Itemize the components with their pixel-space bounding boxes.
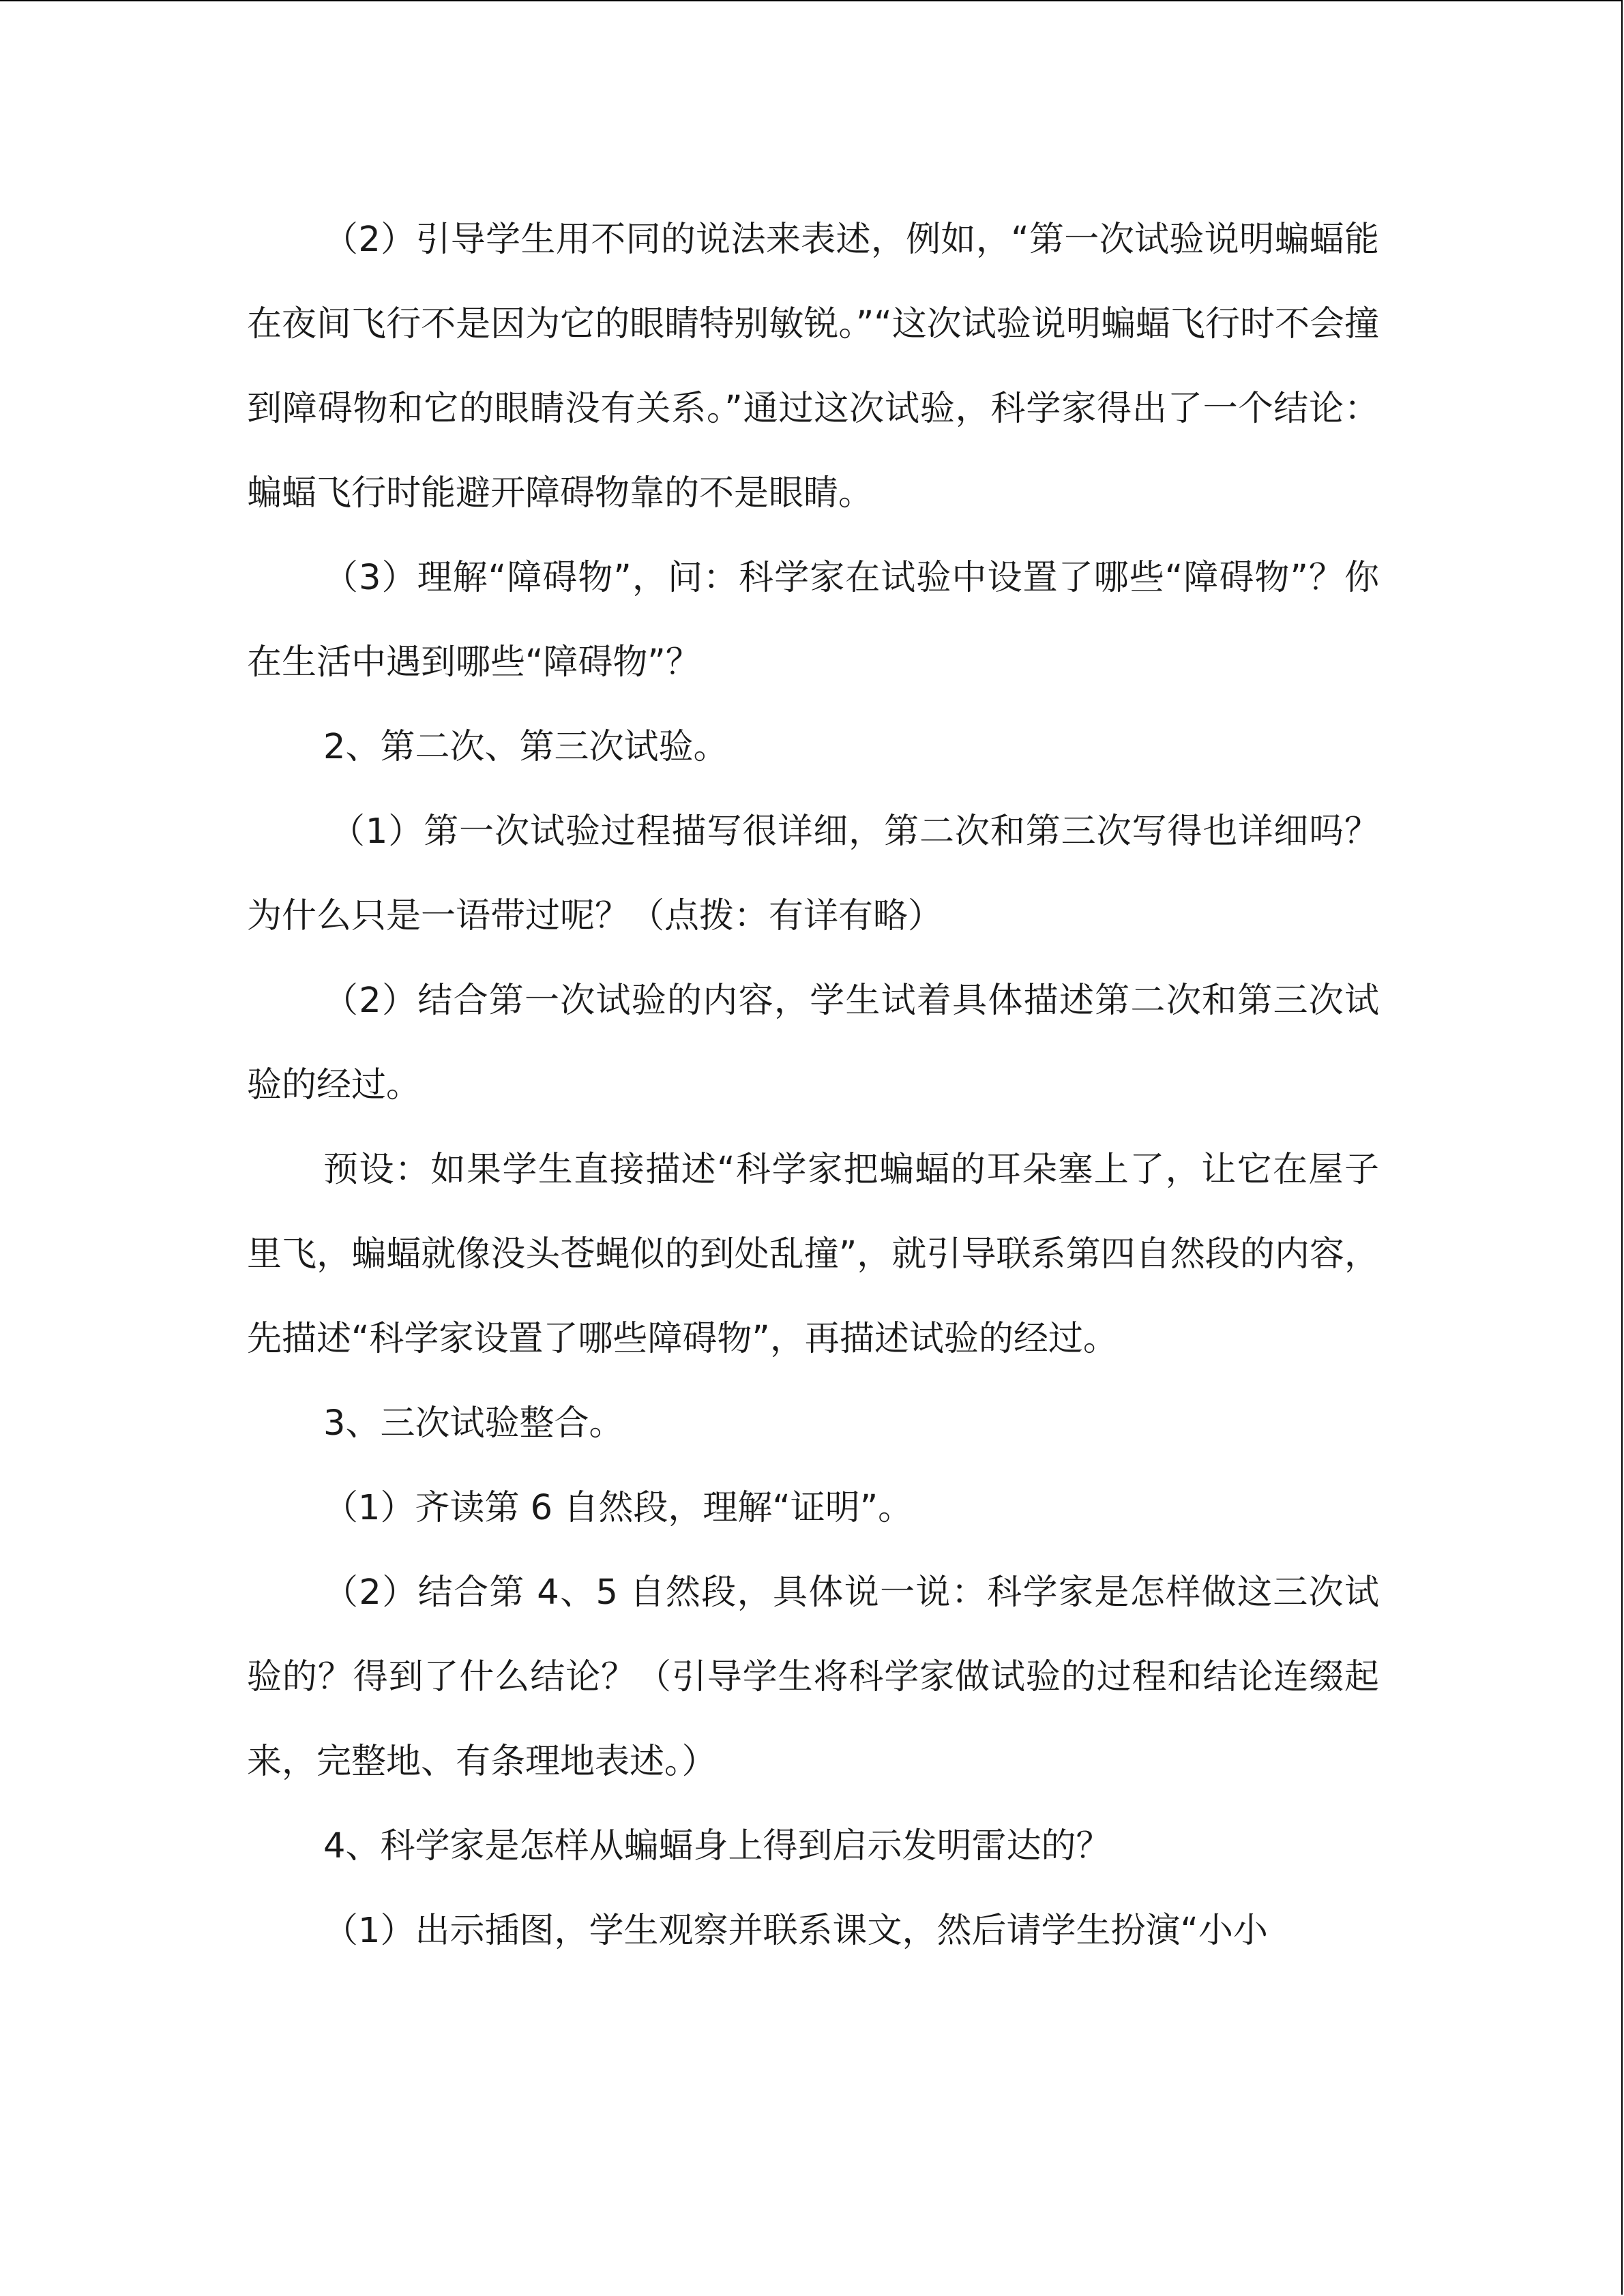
paragraph-obstacles-question: （3）理解“障碍物”，问：科学家在试验中设置了哪些“障碍物”？你在生活中遇到哪些“障碍物”？ — [247, 558, 1379, 683]
paragraph-integration-heading: 3、三次试验整合。 — [323, 1403, 624, 1444]
paragraph-read-aloud: （1）齐读第 6 自然段，理解“证明”。 — [323, 1488, 913, 1528]
paragraph-illustration: （1）出示插图，学生观察并联系课文，然后请学生扮演“小小 — [323, 1911, 1268, 1951]
paragraph-describe-tests: （2）结合第一次试验的内容，学生试着具体描述第二次和第三次试验的经过。 — [247, 981, 1379, 1105]
paragraph-second-third-test-heading: 2、第二次、第三次试验。 — [323, 727, 728, 767]
paragraph-combine-sections: （2）结合第 4、5 自然段，具体说一说：科学家是怎样做这三次试验的？得到了什么结论？（引导学生将科学家做试验的过程和结论连缀起来，完整地、有条理地表述。） — [247, 1572, 1379, 1782]
paragraph-detail-question: （1）第一次试验过程描写很详细，第二次和第三次写得也详细吗？为什么只是一语带过呢？（点拨：有详有略） — [247, 811, 1379, 936]
paragraph-radar-heading: 4、科学家是怎样从蝙蝠身上得到启示发明雷达的？ — [323, 1826, 1111, 1866]
paragraph-preset: 预设：如果学生直接描述“科学家把蝙蝠的耳朵塞上了，让它在屋子里飞，蝙蝠就像没头苍蝇似的到处乱撞”，就引导联系第四自然段的内容，先描述“科学家设置了哪些障碍物”，再描述试验的经过。 — [247, 1150, 1379, 1359]
paragraph-test-statements: （2）引导学生用不同的说法来表述，例如，“第一次试验说明蝙蝠能在夜间飞行不是因为它的眼睛特别敏锐。”“这次试验说明蝙蝠飞行时不会撞到障碍物和它的眼睛没有关系。”通过这次试验，科学家得出了一个结论：蝙蝠飞行时能避开障碍物靠的不是眼睛。 — [247, 220, 1379, 513]
document-body — [247, 198, 1379, 1973]
